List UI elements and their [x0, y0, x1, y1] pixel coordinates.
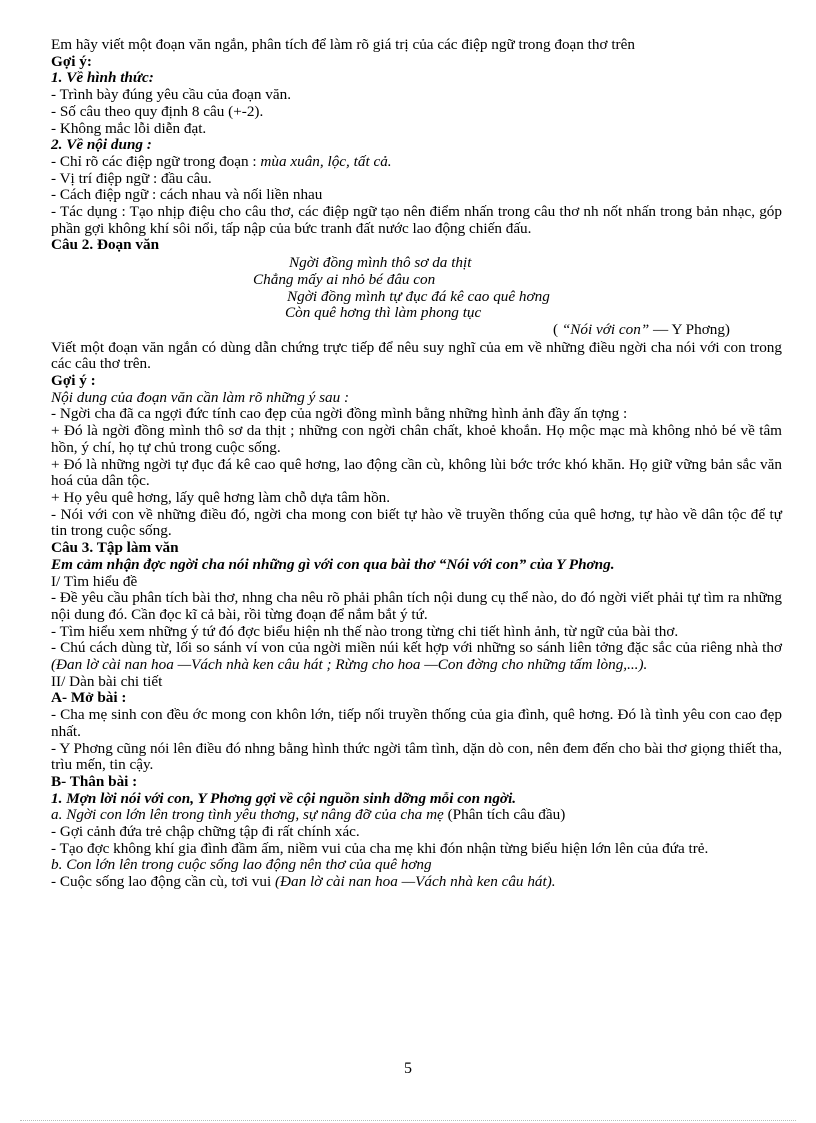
hint-intro: Nội dung của đoạn văn cần làm rõ những ý sau :: [51, 388, 350, 406]
list-item: - Đề yêu cầu phân tích bài thơ, nhng cha nêu rõ phải phân tích nội dung cụ thể nào, do đó ngời viết phải tự tìm ra những nội dung đó. Cần đọc kĩ cả bài, rồi từng đoạn để nắm bắt ý tứ.: [51, 589, 782, 623]
poem-excerpt: [37, 255, 782, 339]
list-item: - Cuộc sống lao động cần cù, tơi vui (Đan lờ cài nan hoa —Vách nhà ken câu hát).: [51, 873, 556, 891]
list-item: - Số câu theo quy định 8 câu (+-2).: [51, 102, 264, 120]
list-item: + Đó là ngời đồng mình thô sơ da thịt ; những con ngời chân chất, khoẻ khoắn. Họ mộc mạc mà không nhỏ bé về tâm hồn, ý chí, họ tự chủ trong cuộc sống.: [51, 422, 782, 456]
poem-line: Ngời đồng mình tự đục đá kê cao quê hơng: [287, 287, 550, 305]
page-bottom-divider: [20, 1120, 796, 1121]
poem-source: ( “Nói với con” — Y Phơng): [552, 320, 730, 338]
body-heading: B- Thân bài :: [51, 772, 138, 790]
form-heading: 1. Về hình thức:: [51, 69, 154, 87]
question-2-heading: Câu 2. Đoạn văn: [51, 236, 160, 254]
section-2-heading: II/ Dàn bài chi tiết: [51, 672, 163, 690]
list-item: - Nói với con về những điều đó, ngời cha mong con biết tự hào về truyền thống của quê hơng, tự hào về dân tộc để tự tin trong cuộc sống.: [51, 505, 782, 540]
section-1-heading: I/ Tìm hiểu đề: [51, 572, 138, 590]
list-item: - Ngời cha đã ca ngợi đức tính cao đẹp của ngời đồng mình bằng những hình ảnh đầy ấn tợng :: [51, 405, 628, 423]
question-3-heading: Câu 3. Tập làm văn: [51, 539, 179, 557]
list-item: - Không mắc lỗi diễn đạt.: [51, 119, 207, 137]
intro-paragraph: Em hãy viết một đoạn văn ngắn, phân tích để làm rõ giá trị của các điệp ngữ trong đoạn thơ trên: [51, 36, 635, 53]
content-heading: 2. Về nội dung :: [51, 136, 152, 154]
list-item: - Trình bày đúng yêu cầu của đoạn văn.: [51, 86, 291, 104]
poem-line: Chẳng mấy ai nhỏ bé đâu con: [253, 270, 436, 288]
sub-heading-a: a. Ngời con lớn lên trong tình yêu thơng, sự nâng đỡ của cha mẹ (Phân tích câu đầu): [51, 806, 566, 824]
hint-heading: Gợi ý :: [51, 372, 96, 390]
poem-line: Ngời đồng mình thô sơ da thịt: [289, 254, 472, 272]
list-item: - Vị trí điệp ngữ : đầu câu.: [51, 169, 212, 187]
opening-heading: A- Mở bài :: [51, 689, 127, 707]
list-item: - Y Phơng cũng nói lên điều đó nhng bằng hình thức ngời tâm tình, dặn dò con, nên đem đến cho bài thơ giọng thiết tha, trìu mến, tin cậy.: [51, 739, 782, 774]
page-number: 5: [404, 1060, 412, 1077]
list-item: - Gợi cảnh đứa trẻ chập chững tập đi rất chính xác.: [51, 823, 360, 841]
list-item: + Họ yêu quê hơng, lấy quê hơng làm chỗ dựa tâm hồn.: [51, 488, 391, 506]
list-item: - Chú cách dùng từ, lối so sánh ví von của ngời miền núi kết hợp với những so sánh liên tởng đặc sắc của riêng nhà thơ (Đan lờ cài nan hoa —Vách nhà ken câu hát ; Rừng cho hoa —Con đờng cho những tấm lòng,...).: [51, 639, 782, 674]
hint-heading: Gợi ý:: [51, 52, 92, 70]
question-2-prompt: Viết một đoạn văn ngắn có dùng dẫn chứng trực tiếp để nêu suy nghĩ của em về những điều ngời cha nói với con trong các câu thơ trên.: [51, 338, 782, 373]
list-item: - Cha mẹ sinh con đều ớc mong con khôn lớn, tiếp nối truyền thống của gia đình, quê hơng. Đó là tình yêu con cao đẹp nhất.: [51, 706, 782, 740]
list-item: + Đó là những ngời tự đục đá kê cao quê hơng, lao động cần cù, không lùi bớc trớc khó khăn. Họ giữ vững bản sắc văn hoá của dân tộc.: [51, 455, 782, 490]
body-part-1-heading: 1. Mợn lời nói với con, Y Phơng gợi về cội nguồn sinh dỡng mỗi con ngời.: [51, 789, 517, 807]
question-3-prompt: Em cảm nhận đợc ngời cha nói những gì với con qua bài thơ “Nói với con” của Y Phơng.: [51, 555, 615, 573]
sub-heading-b: b. Con lớn lên trong cuộc sống lao động nên thơ của quê hơng: [51, 856, 432, 874]
list-item: - Tìm hiểu xem những ý tứ đó đợc biểu hiện nh thế nào trong từng chi tiết hình ảnh, từ ngữ của bài thơ.: [51, 622, 679, 640]
document-page: [37, 37, 782, 891]
list-item: - Tạo đợc không khí gia đình đầm ấm, niềm vui của cha mẹ khi đón nhận từng biểu hiện lớn lên của đứa trẻ.: [51, 839, 709, 857]
list-item: - Cách điệp ngữ : cách nhau và nối liền nhau: [51, 186, 323, 204]
list-item: - Chỉ rõ các điệp ngữ trong đoạn : mùa xuân, lộc, tất cả.: [51, 152, 392, 170]
poem-line: Còn quê hơng thì làm phong tục: [285, 304, 482, 322]
list-item: - Tác dụng : Tạo nhịp điệu cho câu thơ, các điệp ngữ tạo nên điểm nhấn trong câu thơ nh nốt nhấn trong bản nhạc, góp phần gợi không khí sôi nổi, tấp nập của bức tranh đất nước lao động chiến đấu.: [51, 203, 782, 237]
